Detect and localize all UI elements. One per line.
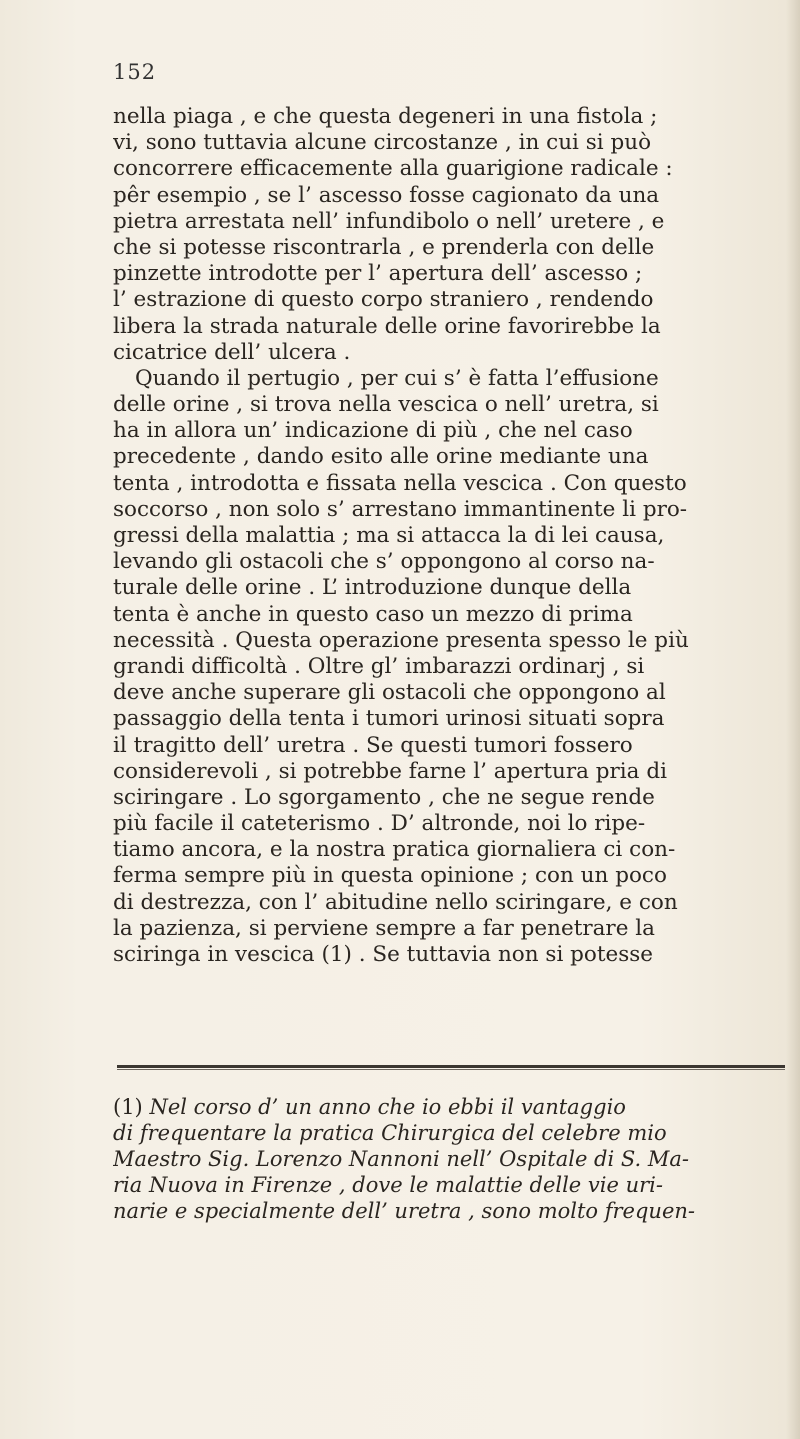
text-line: pietra arrestata nell’ infundibolo o nell’ uretere , e <box>113 208 665 234</box>
footnote-line: di frequentare la pratica Chirurgica del celebre mio <box>113 1121 667 1145</box>
footnote-marker: (1) <box>113 1095 143 1119</box>
text-line: deve anche superare gli ostacoli che oppongono al <box>113 680 666 706</box>
text-line: la pazienza, si perviene sempre a far penetrare la <box>113 915 655 941</box>
text-line: sciringare . Lo sgorgamento , che ne segue rende <box>113 784 655 810</box>
text-line: vi, sono tuttavia alcune circostanze , in cui si può <box>113 130 652 156</box>
text-line: turale delle orine . L’ introduzione dunque della <box>113 575 632 601</box>
text-line: precedente , dando esito alle orine mediante una <box>113 444 649 470</box>
text-line: concorrere efficacemente alla guarigione radicale : <box>113 156 673 182</box>
text-line: tenta , introdotta e fissata nella vescica . Con questo <box>113 470 687 496</box>
text-line: delle orine , si trova nella vescica o nell’ uretra, si <box>113 392 659 418</box>
text-line: tenta è anche in questo caso un mezzo di prima <box>113 601 633 627</box>
footnote-line: ria Nuova in Firenze , dove le malattie delle vie uri- <box>113 1173 663 1197</box>
footnote-divider-thin <box>117 1069 785 1070</box>
text-line: cicatrice dell’ ulcera . <box>113 339 351 365</box>
text-line: necessità . Questa operazione presenta spesso le più <box>113 627 689 653</box>
text-line: pinzette introdotte per l’ apertura dell’ ascesso ; <box>113 261 643 287</box>
text-line: levando gli ostacoli che s’ oppongono al corso na- <box>113 549 655 575</box>
footnote-line: Maestro Sig. Lorenzo Nannoni nell’ Ospitale di S. Ma- <box>113 1147 689 1171</box>
footnote-line: narie e specialmente dell’ uretra , sono molto frequen- <box>113 1199 695 1223</box>
footnote-divider <box>117 1065 785 1068</box>
page-edge-shadow <box>786 0 800 1439</box>
footnote-line <box>113 1094 785 1120</box>
text-line: soccorso , non solo s’ arrestano immantinente li pro- <box>113 496 688 522</box>
page-number: 152 <box>113 60 157 84</box>
text-line: che si potesse riscontrarla , e prenderla con delle <box>113 234 655 260</box>
text-line: passaggio della tenta i tumori urinosi situati sopra <box>113 706 665 732</box>
text-line: considerevoli , si potrebbe farne l’ apertura pria di <box>113 758 667 784</box>
text-line: il tragitto dell’ uretra . Se questi tumori fossero <box>113 732 633 758</box>
text-line: grandi difficoltà . Oltre gl’ imbarazzi ordinarj , si <box>113 653 645 679</box>
footnote <box>113 1094 785 1224</box>
text-line: sciringa in vescica (1) . Se tuttavia non si potesse <box>113 942 654 967</box>
text-line: di destrezza, con l’ abitudine nello sciringare, e con <box>113 889 678 915</box>
text-line: ha in allora un’ indicazione di più , che nel caso <box>113 418 633 444</box>
text-line: nella piaga , e che questa degeneri in una fistola ; <box>113 104 658 129</box>
text-line: più facile il cateterismo . D’ altronde, noi lo ripe- <box>113 811 646 837</box>
text-line: ferma sempre più in questa opinione ; con un poco <box>113 863 667 889</box>
body-text <box>113 104 785 968</box>
text-line: tiamo ancora, e la nostra pratica giornaliera ci con- <box>113 837 676 863</box>
footnote-text: Nel corso d’ un anno che io ebbi il vantaggio <box>149 1095 626 1119</box>
text-line: libera la strada naturale delle orine favorirebbe la <box>113 313 661 339</box>
text-line: gressi della malattia ; ma si attacca la di lei causa, <box>113 523 665 548</box>
paragraph-start-line: Quando il pertugio , per cui s’ è fatta l’effusione <box>135 365 659 391</box>
text-line: pêr esempio , se l’ ascesso fosse cagionato da una <box>113 182 660 208</box>
text-line: l’ estrazione di questo corpo straniero , rendendo <box>113 287 654 313</box>
